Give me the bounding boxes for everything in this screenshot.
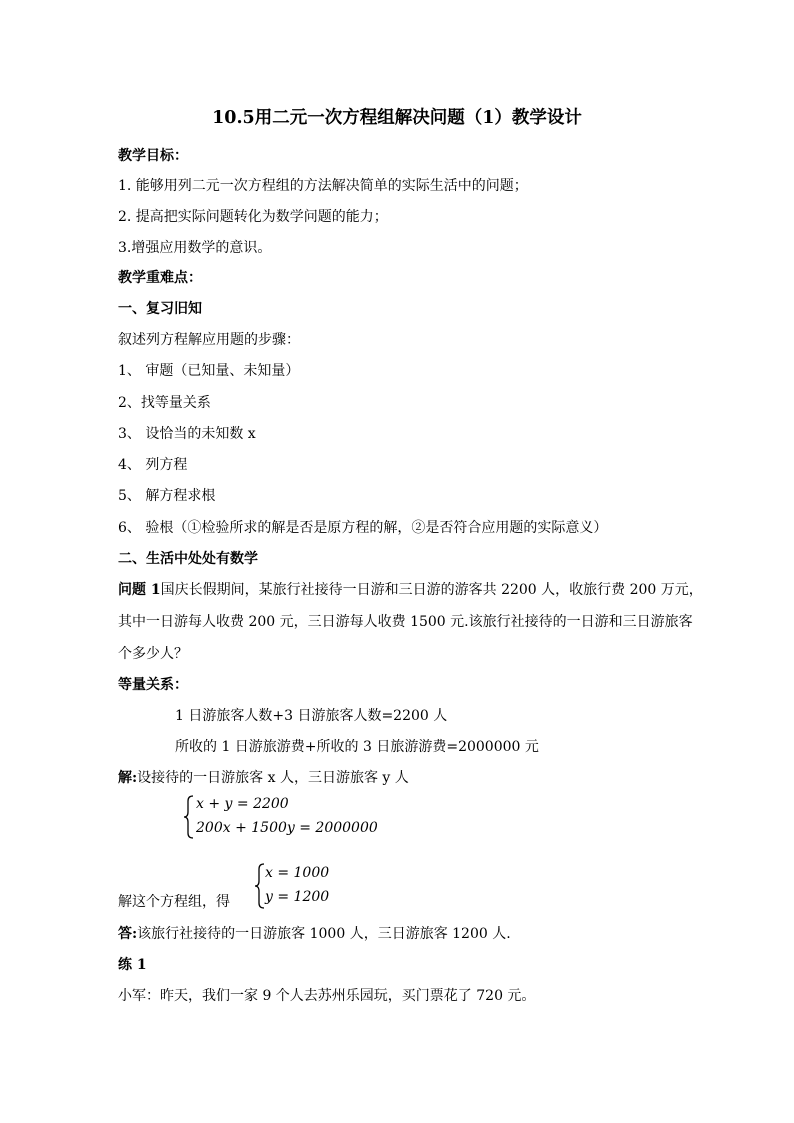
relation-item: 所收的 1 日游旅游费+所收的 3 日旅游游费=2000000 元 (175, 739, 539, 755)
problem1-label: 问题 1 (118, 582, 161, 598)
section1-heading: 一、复习旧知 (118, 301, 202, 317)
exercise-heading: 练 1 (118, 957, 147, 973)
problem1-line: 个多少人？ (118, 646, 188, 662)
problem1-text: 国庆长假期间，某旅行社接待一日游和三日游的游客共 2200 人，收旅行费 200 万元， (160, 582, 703, 598)
step-item: 3、 设恰当的未知数 x (118, 426, 256, 442)
result-equation: x = 1000 (265, 865, 330, 881)
step-item: 4、 列方程 (118, 457, 188, 473)
answer-text: 该旅行社接待的一日游旅客 1000 人，三日游旅客 1200 人. (137, 926, 511, 942)
solution-line (118, 768, 409, 788)
system-equation: x + y = 2200 (196, 796, 289, 812)
solution-label: 解: (118, 770, 138, 786)
goal-item: 1. 能够用列二元一次方程组的方法解决简单的实际生活中的问题； (118, 178, 528, 194)
difficulty-heading: 教学重难点： (118, 270, 202, 286)
step-item: 5、 解方程求根 (118, 488, 216, 504)
section2-heading: 二、生活中处处有数学 (118, 551, 258, 567)
system-equation: 200x + 1500y = 2000000 (196, 820, 378, 836)
step-item: 6、 验根（①检验所求的解是否是原方程的解，②是否符合应用题的实际意义） (118, 520, 608, 536)
exercise-text: 小军：昨天，我们一家 9 个人去苏州乐园玩，买门票花了 720 元。 (118, 988, 536, 1004)
steps-intro: 叙述列方程解应用题的步骤： (118, 332, 300, 348)
document-title: 10.5用二元一次方程组解决问题（1）教学设计 (212, 108, 582, 128)
problem1-line: 其中一日游每人收费 200 元，三日游每人收费 1500 元.该旅行社接待的一日游和三日游旅客 (118, 614, 693, 630)
answer-label: 答: (118, 926, 138, 942)
answer-line (118, 924, 511, 944)
goal-item: 2. 提高把实际问题转化为数学问题的能力； (118, 209, 388, 225)
step-item: 2、找等量关系 (118, 395, 211, 411)
step-item: 1、 审题（已知量、未知量） (118, 363, 300, 379)
solve-text: 解这个方程组，得 (118, 894, 230, 910)
solution-text: 设接待的一日游旅客 x 人，三日游旅客 y 人 (137, 770, 409, 786)
goal-item: 3.增强应用数学的意识。 (118, 240, 272, 256)
problem1-line (118, 580, 703, 600)
goals-heading: 教学目标： (118, 148, 188, 164)
result-equation: y = 1200 (265, 889, 330, 905)
system-brace (183, 795, 195, 839)
relation-heading: 等量关系： (118, 677, 188, 693)
relation-item: 1 日游旅客人数+3 日游旅客人数=2200 人 (175, 708, 448, 724)
